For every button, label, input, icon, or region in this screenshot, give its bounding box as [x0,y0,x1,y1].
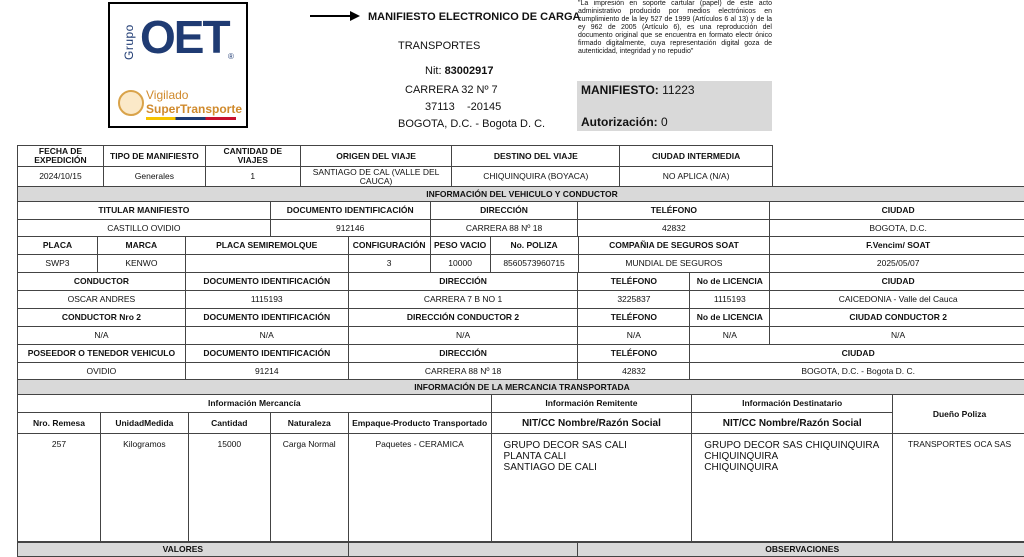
remitente-info [491,434,692,542]
titular-direccion: CARRERA 88 Nº 18 [430,220,578,237]
conductor-licencia: 1115193 [690,291,770,309]
titular-telefono: 42832 [578,220,770,237]
cargo-header: Nro. Remesa [18,413,101,434]
poseedor-header: CIUDAD [690,345,1024,363]
section-title: INFORMACIÓN DE LA MERCANCIA TRANSPORTADA [18,380,1024,395]
section-title: INFORMACIÓN DEL VEHICULO Y CONDUCTOR [18,187,1024,202]
cargo-table [17,394,1024,542]
titular-header: TITULAR MANIFIESTO [18,202,271,220]
conductor2-licencia: N/A [690,327,770,345]
driver1-header: DOCUMENTO IDENTIFICACIÓN [185,273,348,291]
driver2-header: CIUDAD CONDUCTOR 2 [770,309,1024,327]
driver2-table [17,308,1024,345]
manifiesto-number: MANIFIESTO: 11223 [581,83,695,97]
titular-header: TELÉFONO [578,202,770,220]
conductor2-documento: N/A [185,327,348,345]
company-phones: 37113 -20145 [425,101,501,113]
titular-table [17,201,1024,237]
ciudad-intermedia: NO APLICA (N/A) [620,167,773,187]
flag-stripe [146,117,236,120]
vehicle-header: F.Vencim/ SOAT [770,237,1024,255]
arrow-right-icon [310,15,350,17]
remitente-nombre: GRUPO DECOR SAS CALI [504,440,690,451]
empaque-producto: Paquetes - CERAMICA [348,434,491,542]
conductor2-direccion: N/A [348,327,578,345]
titular-nombre: CASTILLO OVIDIO [18,220,271,237]
seal-icon [118,90,144,116]
supertransporte-text: SuperTransporte [146,102,242,116]
remitente-planta: PLANTA CALI [504,451,690,462]
group-remitente: Información Remitente [491,395,692,413]
poseedor-table [17,344,1024,381]
destinatario-nombre: GRUPO DECOR SAS CHIQUINQUIRA [704,440,890,451]
titular-documento: 912146 [270,220,430,237]
driver2-header: DIRECCIÓN CONDUCTOR 2 [348,309,578,327]
dueno-poliza: TRANSPORTES OCA SAS [893,434,1024,542]
conductor2-ciudad: N/A [770,327,1024,345]
driver2-header: No de LICENCIA [690,309,770,327]
conductor-telefono: 3225837 [578,291,690,309]
poseedor-telefono: 42832 [578,363,690,381]
driver1-header: DIRECCIÓN [348,273,578,291]
cargo-header: Naturaleza [270,413,348,434]
origen-viaje: SANTIAGO DE CAL (VALLE DEL CAUCA) [300,167,452,187]
group-destinatario: Información Destinatario [692,395,893,413]
naturaleza: Carga Normal [270,434,348,542]
logo-registered: ® [228,52,234,61]
trip-header: CANTIDAD DE VIAJES [205,146,300,167]
destino-viaje: CHIQUINQUIRA (BOYACA) [452,167,620,187]
driver2-header: CONDUCTOR Nro 2 [18,309,186,327]
marca: KENWO [97,255,185,273]
cantidad: 15000 [188,434,270,542]
titular-header: DIRECCIÓN [430,202,578,220]
vehicle-header: PESO VACIO [430,237,490,255]
titular-ciudad: BOGOTA, D.C. [770,220,1024,237]
company-nit: Nit: 83002917 [425,65,494,77]
trip-header: ORIGEN DEL VIAJE [300,146,452,167]
conductor2-nombre: N/A [18,327,186,345]
titular-header: CIUDAD [770,202,1024,220]
driver1-header: No de LICENCIA [690,273,770,291]
cargo-header: NIT/CC Nombre/Razón Social [692,413,893,434]
conductor2-telefono: N/A [578,327,690,345]
titular-header: DOCUMENTO IDENTIFICACIÓN [270,202,430,220]
trip-table [17,145,773,187]
unidad-medida: Kilogramos [100,434,188,542]
driver1-header: CIUDAD [770,273,1024,291]
poseedor-nombre: OVIDIO [18,363,186,381]
vehicle-header: COMPAÑIA DE SEGUROS SOAT [578,237,770,255]
driver1-table [17,272,1024,309]
cantidad-viajes: 1 [205,167,300,187]
conductor-ciudad: CAICEDONIA - Valle del Cauca [770,291,1024,309]
fecha-expedicion: 2024/10/15 [18,167,104,187]
vehicle-header: No. POLIZA [490,237,578,255]
vehicle-section-bar [17,186,1024,202]
poseedor-header: DOCUMENTO IDENTIFICACIÓN [185,345,348,363]
cargo-header: Cantidad [188,413,270,434]
trip-header: FECHA DE EXPEDICIÓN [18,146,104,167]
destinatario-sede: CHIQUINQUIRA [704,451,890,462]
trip-header: TIPO DE MANIFIESTO [103,146,205,167]
oet-logo [108,2,248,128]
trip-header: CIUDAD INTERMEDIA [620,146,773,167]
placa: SWP3 [18,255,98,273]
numero-poliza: 8560573960715 [490,255,578,273]
dueno-poliza-header: Dueño Poliza [893,395,1024,434]
cargo-header: Empaque-Producto Transportado [348,413,491,434]
conductor-direccion: CARRERA 7 B NO 1 [348,291,578,309]
conductor-documento: 1115193 [185,291,348,309]
poseedor-ciudad: BOGOTA, D.C. - Bogota D. C. [690,363,1024,381]
driver2-header: DOCUMENTO IDENTIFICACIÓN [185,309,348,327]
trip-header: DESTINO DEL VIAJE [452,146,620,167]
cargo-section-bar [17,379,1024,395]
placa-semiremolque [185,255,348,273]
cargo-header: UnidadMedida [100,413,188,434]
company-address: CARRERA 32 Nº 7 [405,84,498,96]
remitente-ciudad: SANTIAGO DE CALI [504,462,690,473]
autorizacion: Autorización: 0 [581,115,668,129]
logo-grupo: Grupo [122,24,136,60]
driver2-header: TELÉFONO [578,309,690,327]
document-title: MANIFIESTO ELECTRONICO DE CARGA [368,11,580,23]
vehicle-header: PLACA SEMIREMOLQUE [185,237,348,255]
vehicle-header: MARCA [97,237,185,255]
company-city: BOGOTA, D.C. - Bogota D. C. [398,118,545,130]
poseedor-header: DIRECCIÓN [348,345,578,363]
group-mercancia: Información Mercancía [18,395,492,413]
destinatario-ciudad: CHIQUINQUIRA [704,462,890,473]
peso-vacio: 10000 [430,255,490,273]
poseedor-direccion: CARRERA 88 Nº 18 [348,363,578,381]
vigilado-text: Vigilado [146,88,188,102]
legal-notice: "La impresión en soporte cartular (papel) de este acto administrativo producido por medios electrónicos en cumplimiento de la ley 527 de 1999 (Artículos 6 al 13) y de la ey 962 de 2005 (Artículo 6), es una reproducción del documento original que se encuentra en formato electr ónico firmado digitalmente, cuya representación digital goza de autenticidad, integridad y no repudio" [578,0,772,56]
tipo-manifiesto: Generales [103,167,205,187]
valores-header: VALORES [18,543,349,557]
cargo-header: NIT/CC Nombre/Razón Social [491,413,692,434]
poseedor-header: TELÉFONO [578,345,690,363]
driver1-header: TELÉFONO [578,273,690,291]
compania-soat: MUNDIAL DE SEGUROS [578,255,770,273]
vehicle-table [17,236,1024,273]
poseedor-header: POSEEDOR O TENEDOR VEHICULO [18,345,186,363]
vencimiento-soat: 2025/05/07 [770,255,1024,273]
configuracion: 3 [348,255,430,273]
conductor-nombre: OSCAR ANDRES [18,291,186,309]
nro-remesa: 257 [18,434,101,542]
observaciones-header: OBSERVACIONES [578,543,1024,557]
vehicle-header: CONFIGURACIÓN [348,237,430,255]
vehicle-header: PLACA [18,237,98,255]
destinatario-info [692,434,893,542]
company-name: TRANSPORTES [398,40,480,52]
driver1-header: CONDUCTOR [18,273,186,291]
poseedor-documento: 91214 [185,363,348,381]
footer-spacer [348,543,578,557]
manifiesto-box [577,81,772,131]
logo-oet: OET [140,10,229,64]
arrow-head-icon [350,11,360,21]
